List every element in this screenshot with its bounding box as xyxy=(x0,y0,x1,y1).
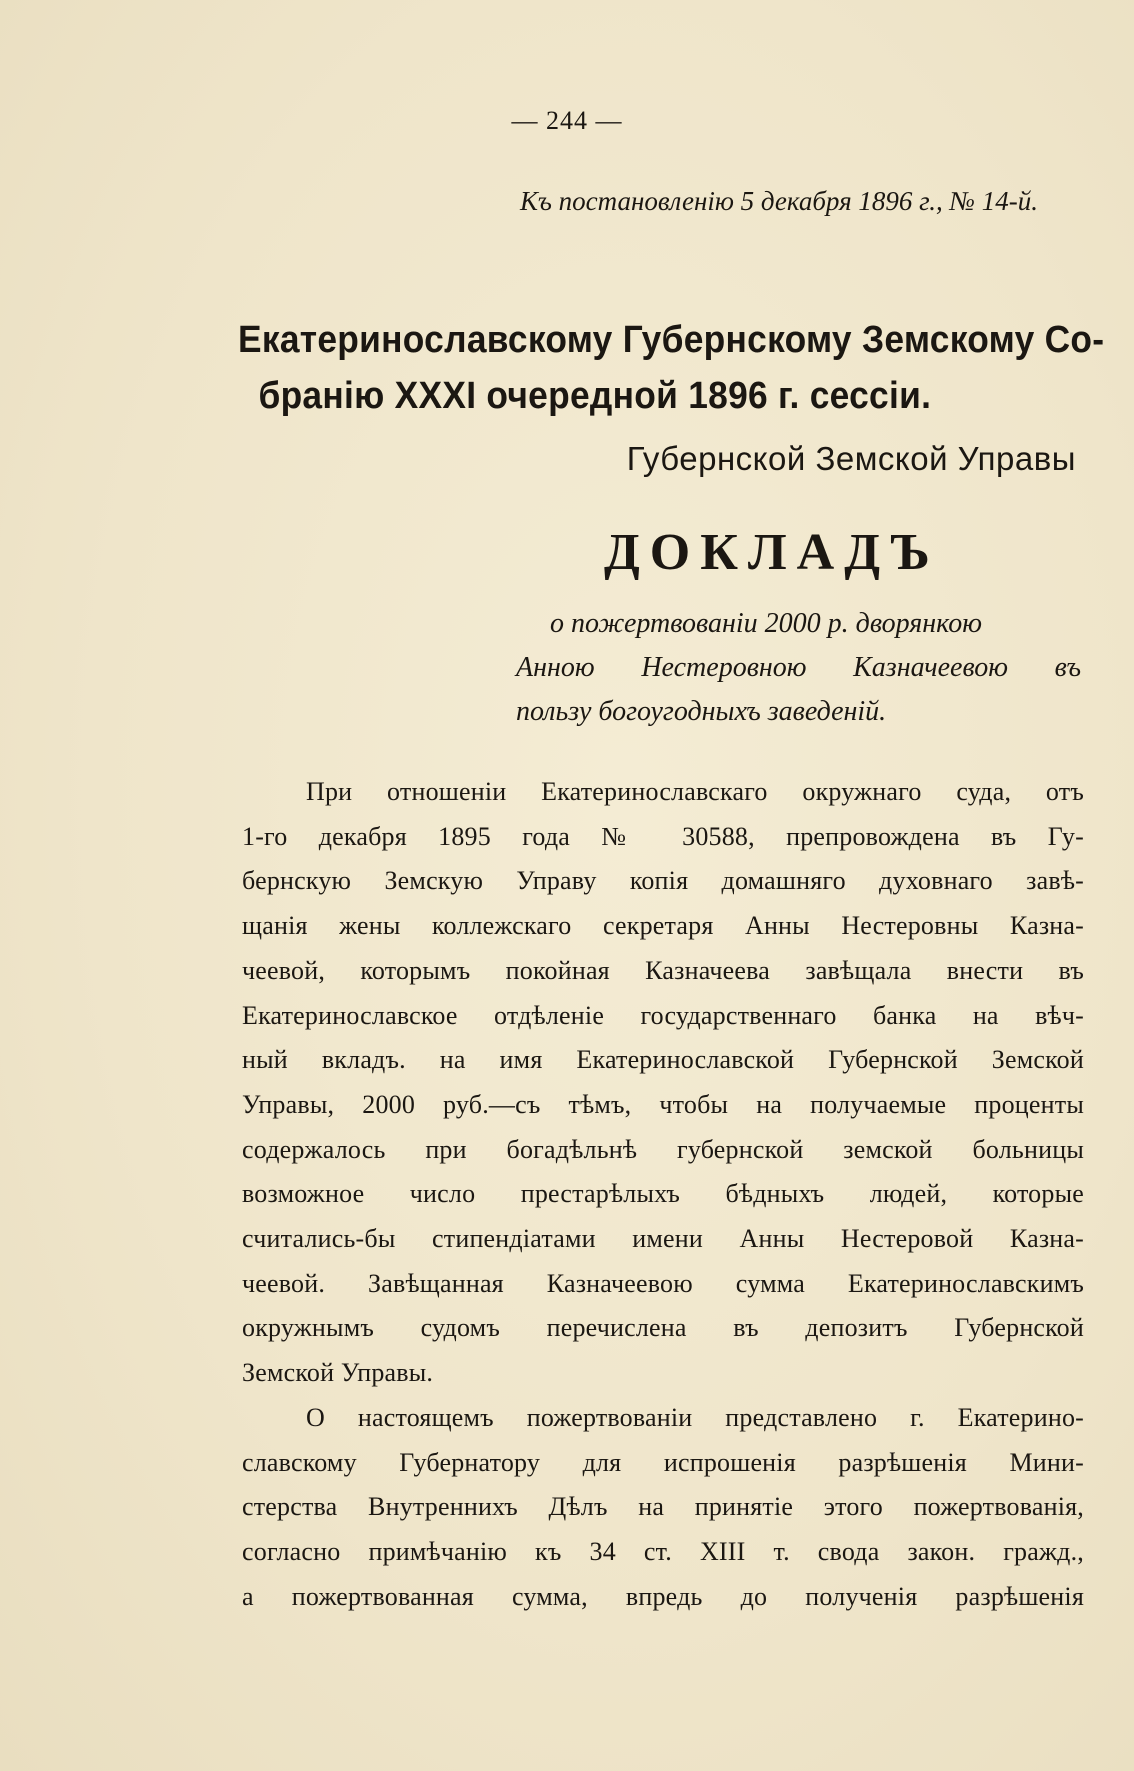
resolution-reference: Къ постановленію 5 декабря 1896 г., № 14-й. xyxy=(519,186,1038,216)
text-line: ный вкладъ. на имя Екатеринославской Губернской Земской xyxy=(242,1045,1084,1075)
heading xyxy=(238,312,1105,424)
text-line: чеевой. Завѣщанная Казначеевою сумма Екатеринославскимъ xyxy=(242,1268,1084,1298)
text-line: окружнымъ судомъ перечислена въ депозитъ Губернской xyxy=(242,1313,1084,1343)
text-line: Екатеринославское отдѣленіе государственнаго банка на вѣч- xyxy=(242,1000,1084,1030)
body-text xyxy=(242,770,1084,1619)
subject-line-1: о пожертвованіи 2000 р. дворянкою xyxy=(550,608,982,639)
report-subject xyxy=(516,602,1081,734)
text-line: щанія жены коллежскаго секретаря Анны Нестеровны Казна- xyxy=(242,911,1084,941)
page-number: — 244 — xyxy=(511,106,623,135)
text-line: При отношеніи Екатеринославскаго окружнаго суда, отъ xyxy=(306,777,1084,806)
text-line: согласно примѣчанію къ 34 ст. XIII т. свода закон. гражд., xyxy=(242,1536,1084,1566)
text-line: возможное число престарѣлыхъ бѣдныхъ людей, которые xyxy=(242,1179,1084,1209)
subject-line-3: пользу богоугодныхъ заведеній. xyxy=(516,696,887,727)
text-line: а пожертвованная сумма, впредь до полученія разрѣшенія xyxy=(242,1581,1084,1611)
text-line: Земской Управы. xyxy=(242,1358,434,1388)
text-line: бернскую Земскую Управу копія домашняго духовнаго завѣ- xyxy=(242,866,1084,896)
text-line: считались-бы стипендіатами имени Анны Нестеровой Казна- xyxy=(242,1224,1084,1254)
text-line: 1-го декабря 1895 года № 30588, препровождена въ Гу- xyxy=(242,821,1084,851)
report-title: ДОКЛАДЪ xyxy=(604,524,940,581)
authority-name: Губернской Земской Управы xyxy=(626,440,1076,477)
text-line: О настоящемъ пожертвованіи представлено г. Екатерино- xyxy=(306,1402,1084,1432)
text-line: чеевой, которымъ покойная Казначеева завѣщала внести въ xyxy=(242,955,1084,985)
paragraph-1 xyxy=(242,770,1084,1396)
text-line: содержалось при богадѣльнѣ губернской земской больницы xyxy=(242,1134,1084,1164)
text-line: стерства Внутреннихъ Дѣлъ на принятіе этого пожертвованія, xyxy=(242,1492,1084,1522)
subject-line-2: Анною Нестеровною Казначеевою въ xyxy=(516,652,1081,683)
text-line: Управы, 2000 руб.—съ тѣмъ, чтобы на получаемые проценты xyxy=(242,1089,1084,1119)
paragraph-2 xyxy=(242,1396,1084,1620)
text-line: славскому Губернатору для испрошенія разрѣшенія Мини- xyxy=(242,1447,1084,1477)
heading-line-1: Екатеринославскому Губернскому Земскому Со- xyxy=(238,319,1105,361)
heading-line-2: бранію XXXI очередной 1896 г. сессіи. xyxy=(258,375,932,417)
